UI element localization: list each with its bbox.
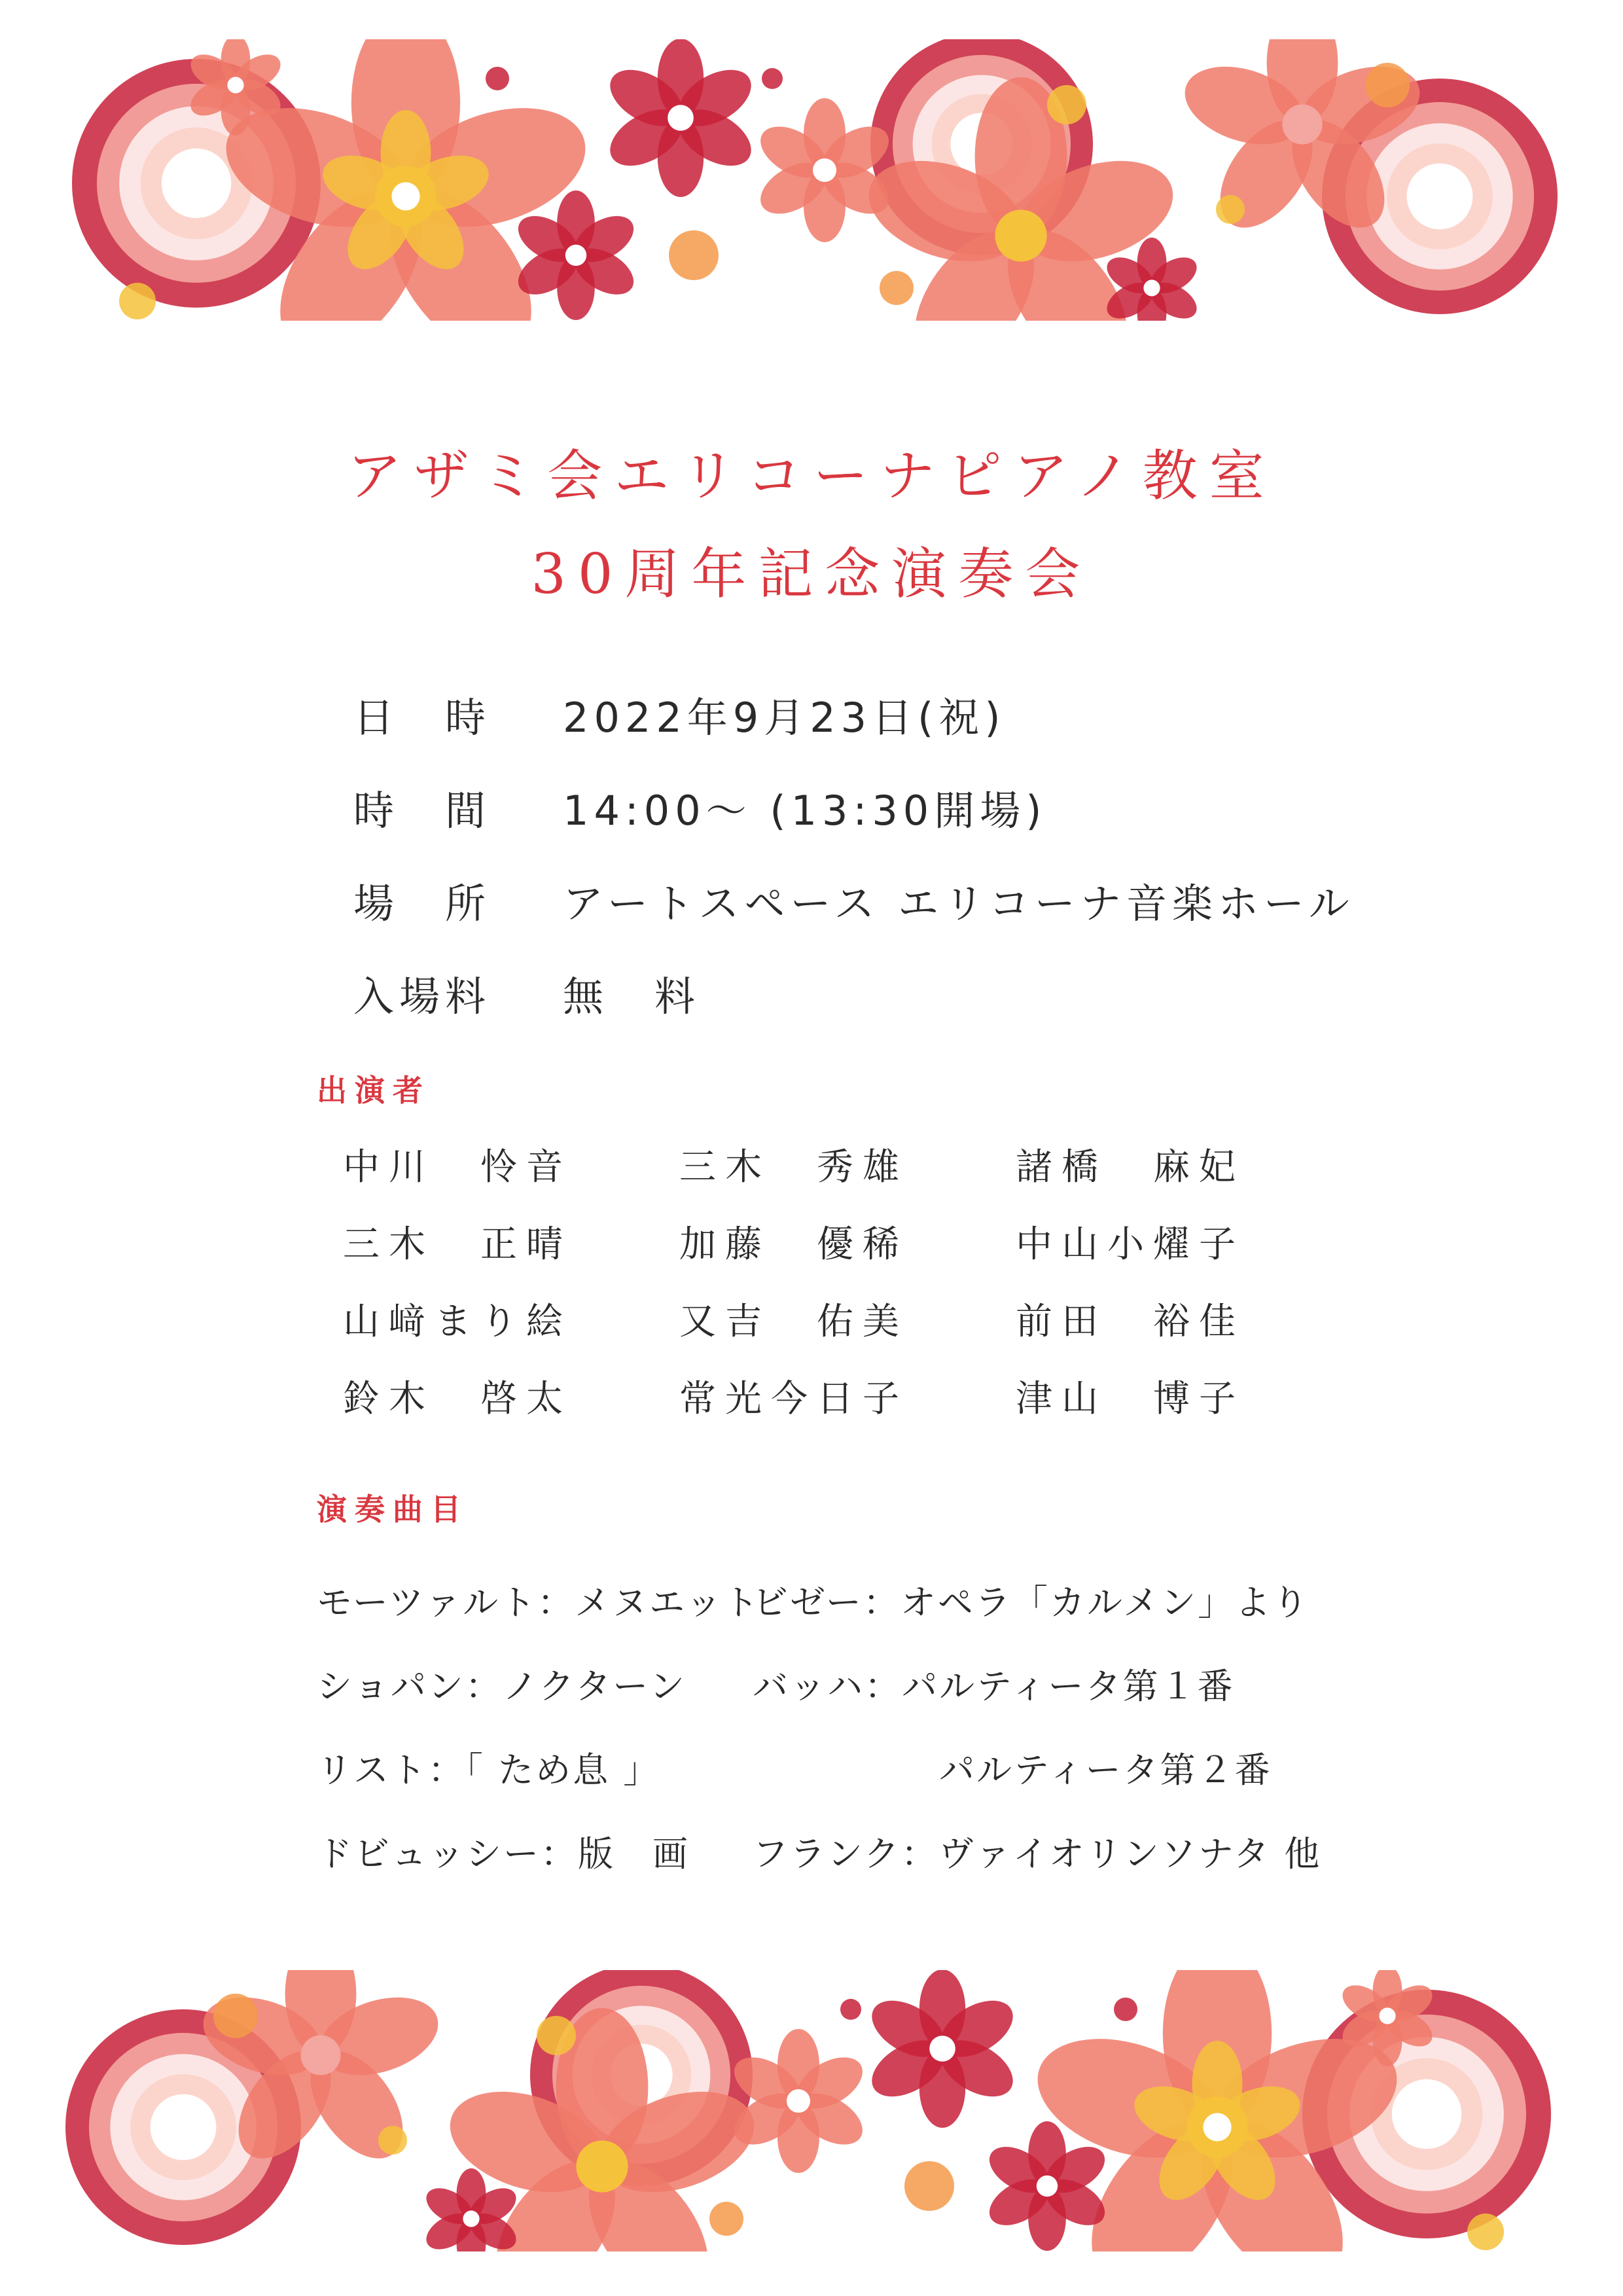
top-floral-border bbox=[39, 39, 1584, 321]
performer-name: 前田 裕佳 bbox=[1016, 1300, 1245, 1343]
program-heading: 演奏曲目 bbox=[317, 1492, 469, 1527]
program-row bbox=[317, 1725, 1321, 1809]
detail-value: 14:00～ (13:30開場) bbox=[563, 786, 1047, 834]
program-row bbox=[317, 1809, 1321, 1893]
performer-name: 中川 怜音 bbox=[343, 1146, 572, 1189]
performer-name: 山﨑まり絵 bbox=[343, 1300, 572, 1343]
dot-icon bbox=[1467, 2214, 1504, 2250]
performer-name: 常光今日子 bbox=[679, 1378, 908, 1420]
detail-row-time bbox=[353, 761, 1355, 853]
performers-list bbox=[343, 1126, 1352, 1435]
detail-label: 時 間 bbox=[353, 786, 491, 834]
dot-icon bbox=[378, 2126, 407, 2155]
dot-icon bbox=[213, 1994, 258, 2038]
program-item: リスト：「 ため息 」 bbox=[317, 1749, 661, 1791]
detail-label: 入場料 bbox=[353, 972, 491, 1020]
program-list bbox=[317, 1558, 1321, 1893]
dot-icon bbox=[840, 1999, 861, 2020]
dot-icon bbox=[669, 230, 719, 280]
detail-value: アートスペース エリコーナ音楽ホール bbox=[563, 879, 1355, 927]
title-line-1: アザミ会エリコーナピアノ教室 bbox=[347, 444, 1276, 508]
dot-icon bbox=[904, 2161, 954, 2211]
performer-name: 中山小燿子 bbox=[1016, 1223, 1245, 1266]
performers-heading: 出演者 bbox=[317, 1073, 431, 1108]
dot-icon bbox=[537, 2016, 576, 2055]
detail-row-fee bbox=[353, 946, 1355, 1039]
program-row bbox=[317, 1558, 1321, 1641]
program-row bbox=[317, 1641, 1321, 1725]
event-details bbox=[353, 668, 1355, 1039]
dot-icon bbox=[486, 67, 509, 90]
dot-icon bbox=[1216, 195, 1245, 224]
program-item: パルティータ第２番 bbox=[753, 1749, 1272, 1791]
performer-row bbox=[343, 1126, 1352, 1203]
dot-icon bbox=[1365, 63, 1410, 107]
dot-icon bbox=[119, 283, 156, 319]
detail-label: 場 所 bbox=[353, 879, 491, 927]
floral-border-icon bbox=[39, 1970, 1584, 2251]
dot-icon bbox=[709, 2202, 743, 2236]
dot-icon bbox=[1047, 85, 1086, 124]
program-item: モーツァルト：メヌエット bbox=[317, 1581, 761, 1623]
performer-name: 津山 博子 bbox=[1016, 1378, 1245, 1420]
detail-label: 日 時 bbox=[353, 693, 491, 742]
detail-row-venue bbox=[353, 853, 1355, 946]
detail-value: 2022年9月23日(祝) bbox=[563, 693, 1006, 742]
bottom-floral-border bbox=[39, 1970, 1584, 2251]
performer-name: 三木 正晴 bbox=[343, 1223, 572, 1266]
flower-icon bbox=[863, 1970, 1023, 2128]
performer-name: 諸橋 麻妃 bbox=[1016, 1146, 1245, 1189]
dot-icon bbox=[880, 271, 914, 305]
dot-icon bbox=[762, 68, 783, 89]
detail-row-date bbox=[353, 668, 1355, 761]
performer-name: 又吉 佑美 bbox=[679, 1300, 908, 1343]
program-item: ドビュッシー：版 画 bbox=[317, 1833, 690, 1874]
program-item: フランク：ヴァイオリンソナタ 他 bbox=[753, 1833, 1322, 1874]
program-item: ビゼー：オペラ「カルメン」より bbox=[753, 1581, 1310, 1623]
title-line-2: 30周年記念演奏会 bbox=[531, 542, 1092, 606]
performer-name: 鈴木 啓太 bbox=[343, 1378, 572, 1420]
performer-row bbox=[343, 1203, 1352, 1280]
performer-name: 加藤 優稀 bbox=[679, 1223, 908, 1266]
performer-name: 三木 秀雄 bbox=[679, 1146, 908, 1189]
performer-row bbox=[343, 1280, 1352, 1357]
dot-icon bbox=[1114, 1998, 1137, 2021]
program-item: バッハ：パルティータ第１番 bbox=[753, 1665, 1235, 1707]
performer-row bbox=[343, 1357, 1352, 1435]
detail-value: 無 料 bbox=[563, 972, 701, 1020]
floral-border-icon bbox=[39, 39, 1584, 321]
program-item: ショパン：ノクターン bbox=[317, 1665, 687, 1707]
flower-icon bbox=[601, 39, 761, 197]
